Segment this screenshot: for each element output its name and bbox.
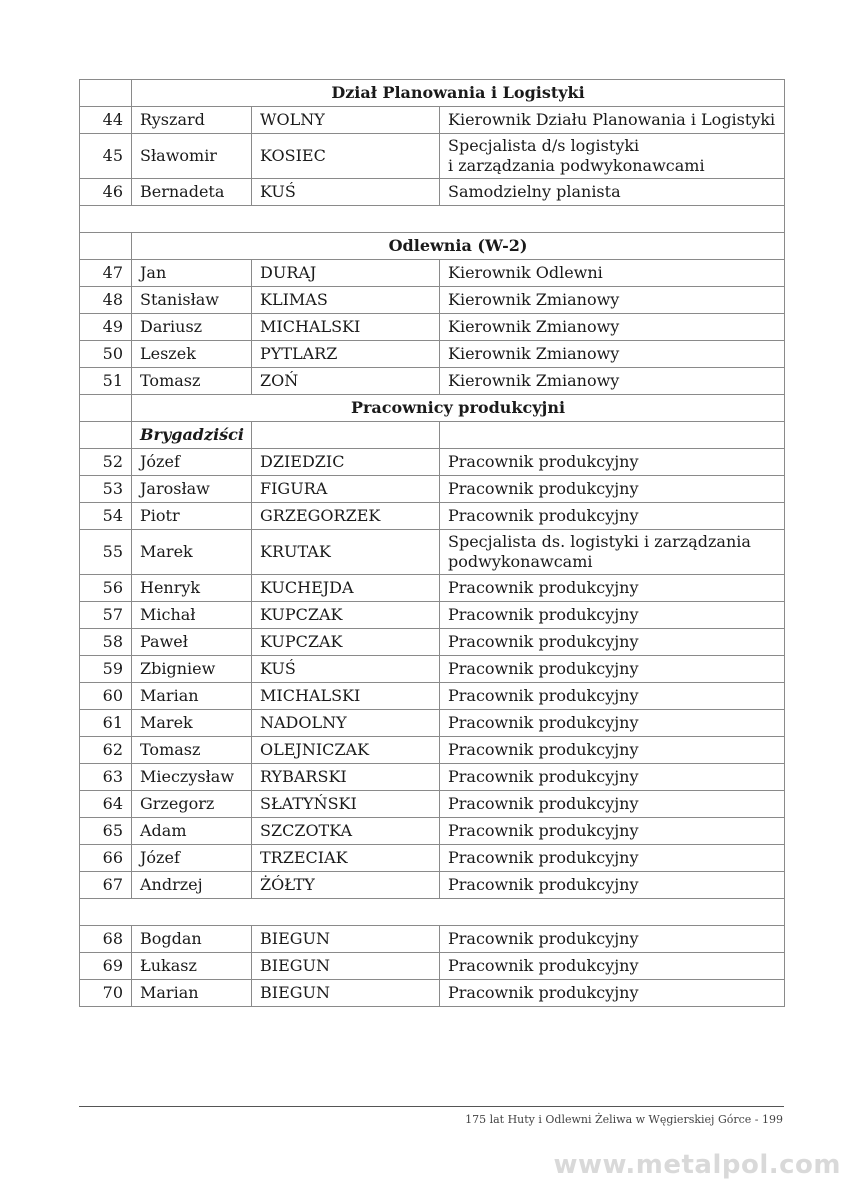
row-number: 56 — [80, 575, 132, 602]
table-row — [80, 656, 785, 683]
personnel-table-body — [80, 80, 785, 1007]
row-number: 69 — [80, 953, 132, 980]
position: Kierownik Zmianowy — [440, 314, 785, 341]
last-name: KUPCZAK — [252, 602, 440, 629]
row-number: 54 — [80, 503, 132, 530]
position: Pracownik produkcyjny — [440, 737, 785, 764]
position: Pracownik produkcyjny — [440, 476, 785, 503]
last-name: DZIEDZIC — [252, 449, 440, 476]
first-name: Józef — [132, 845, 252, 872]
table-row — [80, 629, 785, 656]
first-name: Józef — [132, 449, 252, 476]
first-name: Dariusz — [132, 314, 252, 341]
first-name: Leszek — [132, 341, 252, 368]
blank-cell — [80, 206, 785, 233]
position-line: Specjalista d/s logistyki — [448, 136, 640, 155]
last-name: ZOŃ — [252, 368, 440, 395]
table-row — [80, 260, 785, 287]
table-row — [80, 134, 785, 179]
table-row — [80, 683, 785, 710]
table-row — [80, 737, 785, 764]
first-name: Marian — [132, 683, 252, 710]
position: Kierownik Zmianowy — [440, 368, 785, 395]
row-number: 61 — [80, 710, 132, 737]
last-name: MICHALSKI — [252, 683, 440, 710]
row-number: 45 — [80, 134, 132, 179]
position: Pracownik produkcyjny — [440, 629, 785, 656]
first-name: Zbigniew — [132, 656, 252, 683]
position: Pracownik produkcyjny — [440, 872, 785, 899]
position — [440, 530, 785, 575]
first-name: Jarosław — [132, 476, 252, 503]
table-row — [80, 980, 785, 1007]
row-number: 57 — [80, 602, 132, 629]
position: Kierownik Działu Planowania i Logistyki — [440, 107, 785, 134]
first-name: Stanisław — [132, 287, 252, 314]
table-row — [80, 107, 785, 134]
position: Pracownik produkcyjny — [440, 710, 785, 737]
last-name: KUCHEJDA — [252, 575, 440, 602]
page-footer: 175 lat Huty i Odlewni Żeliwa w Węgierskiej Górce - 199 — [465, 1113, 783, 1126]
row-number: 67 — [80, 872, 132, 899]
table-row — [80, 575, 785, 602]
row-number: 60 — [80, 683, 132, 710]
first-name: Ryszard — [132, 107, 252, 134]
position: Pracownik produkcyjny — [440, 602, 785, 629]
last-name: KLIMAS — [252, 287, 440, 314]
section-header-row — [80, 80, 785, 107]
first-name: Jan — [132, 260, 252, 287]
section-num-cell — [80, 80, 132, 107]
row-number: 52 — [80, 449, 132, 476]
blank-cell — [80, 899, 785, 926]
last-name: FIGURA — [252, 476, 440, 503]
row-number: 64 — [80, 791, 132, 818]
subheader-title: Brygadziści — [132, 422, 252, 449]
table-row — [80, 503, 785, 530]
table-row — [80, 530, 785, 575]
row-number: 70 — [80, 980, 132, 1007]
row-number: 65 — [80, 818, 132, 845]
position: Pracownik produkcyjny — [440, 683, 785, 710]
last-name: NADOLNY — [252, 710, 440, 737]
row-number: 66 — [80, 845, 132, 872]
last-name: SZCZOTKA — [252, 818, 440, 845]
subheader-row — [80, 422, 785, 449]
position: Pracownik produkcyjny — [440, 575, 785, 602]
last-name: ŻÓŁTY — [252, 872, 440, 899]
last-name: BIEGUN — [252, 980, 440, 1007]
subheader-num-cell — [80, 422, 132, 449]
table-row — [80, 449, 785, 476]
last-name: GRZEGORZEK — [252, 503, 440, 530]
last-name: TRZECIAK — [252, 845, 440, 872]
row-number: 50 — [80, 341, 132, 368]
first-name: Henryk — [132, 575, 252, 602]
last-name: MICHALSKI — [252, 314, 440, 341]
personnel-table — [79, 79, 785, 1007]
row-number: 48 — [80, 287, 132, 314]
row-number: 59 — [80, 656, 132, 683]
position: Pracownik produkcyjny — [440, 980, 785, 1007]
table-row — [80, 872, 785, 899]
table-row — [80, 341, 785, 368]
table-row — [80, 926, 785, 953]
first-name: Mieczysław — [132, 764, 252, 791]
last-name: WOLNY — [252, 107, 440, 134]
first-name: Marian — [132, 980, 252, 1007]
last-name: KOSIEC — [252, 134, 440, 179]
section-header-row — [80, 395, 785, 422]
row-number: 63 — [80, 764, 132, 791]
position-line: Specjalista ds. logistyki i zarządzania — [448, 532, 751, 551]
position: Pracownik produkcyjny — [440, 953, 785, 980]
first-name: Andrzej — [132, 872, 252, 899]
last-name: KUŚ — [252, 179, 440, 206]
table-row — [80, 710, 785, 737]
first-name: Marek — [132, 530, 252, 575]
section-header-row — [80, 233, 785, 260]
first-name: Adam — [132, 818, 252, 845]
first-name: Michał — [132, 602, 252, 629]
position: Kierownik Zmianowy — [440, 341, 785, 368]
position: Kierownik Odlewni — [440, 260, 785, 287]
table-row — [80, 845, 785, 872]
row-number: 46 — [80, 179, 132, 206]
last-name: KUPCZAK — [252, 629, 440, 656]
row-number: 49 — [80, 314, 132, 341]
last-name: KRUTAK — [252, 530, 440, 575]
position: Pracownik produkcyjny — [440, 845, 785, 872]
table-row — [80, 368, 785, 395]
section-title: Odlewnia (W-2) — [132, 233, 785, 260]
first-name: Tomasz — [132, 737, 252, 764]
table-row — [80, 602, 785, 629]
footer-divider — [79, 1106, 784, 1107]
last-name: OLEJNICZAK — [252, 737, 440, 764]
first-name: Łukasz — [132, 953, 252, 980]
row-number: 53 — [80, 476, 132, 503]
position: Pracownik produkcyjny — [440, 449, 785, 476]
last-name: PYTLARZ — [252, 341, 440, 368]
row-number: 44 — [80, 107, 132, 134]
section-title: Dział Planowania i Logistyki — [132, 80, 785, 107]
position: Pracownik produkcyjny — [440, 764, 785, 791]
table-row — [80, 476, 785, 503]
position — [440, 134, 785, 179]
section-num-cell — [80, 233, 132, 260]
table-row — [80, 314, 785, 341]
first-name: Bogdan — [132, 926, 252, 953]
position-line: podwykonawcami — [448, 552, 593, 571]
last-name: BIEGUN — [252, 926, 440, 953]
blank-row — [80, 206, 785, 233]
position: Pracownik produkcyjny — [440, 656, 785, 683]
last-name: RYBARSKI — [252, 764, 440, 791]
section-num-cell — [80, 395, 132, 422]
row-number: 51 — [80, 368, 132, 395]
position: Kierownik Zmianowy — [440, 287, 785, 314]
last-name: DURAJ — [252, 260, 440, 287]
watermark: www.metalpol.com — [553, 1150, 841, 1180]
row-number: 58 — [80, 629, 132, 656]
last-name: KUŚ — [252, 656, 440, 683]
first-name: Bernadeta — [132, 179, 252, 206]
first-name: Grzegorz — [132, 791, 252, 818]
table-row — [80, 287, 785, 314]
first-name: Paweł — [132, 629, 252, 656]
last-name: BIEGUN — [252, 953, 440, 980]
row-number: 55 — [80, 530, 132, 575]
blank-row — [80, 899, 785, 926]
row-number: 68 — [80, 926, 132, 953]
table-row — [80, 818, 785, 845]
first-name: Marek — [132, 710, 252, 737]
row-number: 62 — [80, 737, 132, 764]
subheader-empty-cell — [440, 422, 785, 449]
position-line: i zarządzania podwykonawcami — [448, 156, 705, 175]
subheader-empty-cell — [252, 422, 440, 449]
position: Pracownik produkcyjny — [440, 503, 785, 530]
row-number: 47 — [80, 260, 132, 287]
position: Pracownik produkcyjny — [440, 818, 785, 845]
position: Pracownik produkcyjny — [440, 791, 785, 818]
position: Pracownik produkcyjny — [440, 926, 785, 953]
table-row — [80, 179, 785, 206]
table-row — [80, 764, 785, 791]
last-name: SŁATYŃSKI — [252, 791, 440, 818]
table-row — [80, 791, 785, 818]
position: Samodzielny planista — [440, 179, 785, 206]
table-row — [80, 953, 785, 980]
first-name: Piotr — [132, 503, 252, 530]
first-name: Sławomir — [132, 134, 252, 179]
first-name: Tomasz — [132, 368, 252, 395]
section-title: Pracownicy produkcyjni — [132, 395, 785, 422]
